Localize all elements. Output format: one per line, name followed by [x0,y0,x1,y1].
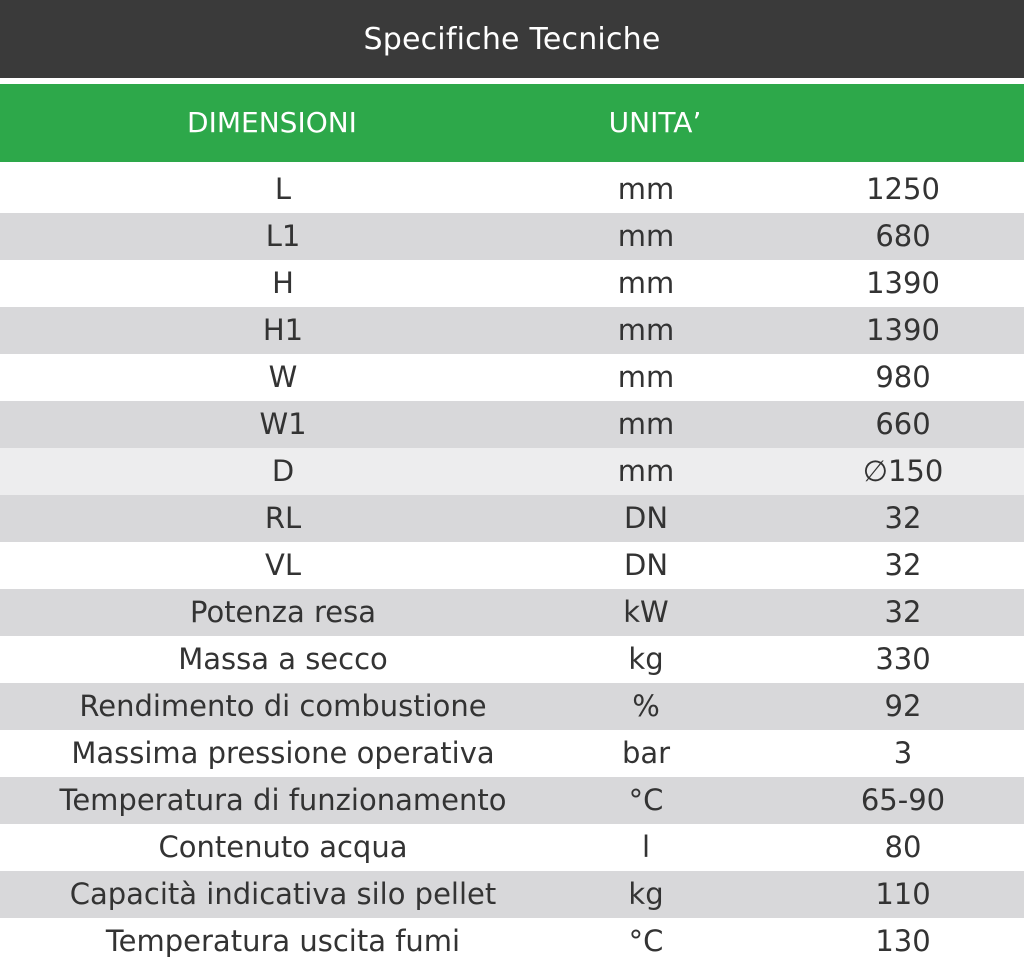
cell-value: 1250 [866,172,940,206]
cell-unit: kg [628,877,664,911]
cell-unit: mm [617,360,675,394]
cell-value: 80 [884,830,922,864]
table-row [0,307,1024,354]
table-row [0,448,1024,495]
table-row [0,871,1024,918]
cell-value: 980 [875,360,931,394]
cell-value: ∅150 [862,454,944,488]
cell-dimension: W [268,360,298,394]
table-row [0,166,1024,213]
cell-dimension: Massima pressione operativa [71,736,495,770]
cell-unit: mm [617,454,675,488]
cell-value: 680 [875,219,931,253]
table-row [0,542,1024,589]
cell-value: 130 [875,924,931,958]
cell-unit: °C [628,924,664,958]
cell-unit: % [632,689,660,723]
cell-unit: mm [617,172,675,206]
cell-dimension: L1 [265,219,301,253]
cell-dimension: Rendimento di combustione [79,689,487,723]
title-bar [0,0,1024,78]
cell-value: 32 [884,595,922,629]
cell-unit: DN [623,501,669,535]
cell-dimension: Capacità indicativa silo pellet [69,877,497,911]
page-title: Specifiche Tecniche [363,21,661,57]
table-row [0,918,1024,965]
cell-value: 32 [884,501,922,535]
cell-dimension: RL [264,501,302,535]
cell-dimension: H [272,266,294,300]
cell-unit: mm [617,407,675,441]
table-row [0,824,1024,871]
cell-value: 32 [884,548,922,582]
table-row [0,683,1024,730]
column-header-unit: UNITA’ [608,106,702,139]
table-row [0,354,1024,401]
cell-unit: mm [617,219,675,253]
table-row [0,730,1024,777]
cell-dimension: VL [265,548,301,582]
cell-unit: bar [621,736,671,770]
column-header-dimension: DIMENSIONI [187,106,357,139]
cell-unit: mm [617,313,675,347]
cell-unit: DN [623,548,669,582]
cell-dimension: Massa a secco [178,642,388,676]
cell-dimension: Contenuto acqua [158,830,408,864]
table-header [0,84,1024,162]
cell-value: 1390 [866,313,940,347]
cell-dimension: Temperatura uscita fumi [105,924,461,958]
table-row [0,777,1024,824]
cell-dimension: D [271,454,295,488]
cell-dimension: W1 [259,407,307,441]
table-row [0,495,1024,542]
cell-unit: kg [628,642,664,676]
cell-value: 1390 [866,266,940,300]
table-row [0,636,1024,683]
cell-unit: l [641,830,651,864]
cell-unit: °C [628,783,664,817]
table-row [0,401,1024,448]
table-row [0,589,1024,636]
cell-value: 92 [884,689,922,723]
cell-unit: kW [623,595,669,629]
cell-value: 110 [875,877,931,911]
cell-value: 330 [875,642,931,676]
cell-dimension: L [274,172,292,206]
cell-value: 3 [893,736,913,770]
table-row [0,260,1024,307]
table-row [0,213,1024,260]
spec-table-body [0,166,1024,965]
cell-dimension: Temperatura di funzionamento [59,783,507,817]
cell-value: 65-90 [860,783,946,817]
cell-dimension: Potenza resa [189,595,377,629]
cell-value: 660 [875,407,931,441]
cell-unit: mm [617,266,675,300]
cell-dimension: H1 [262,313,304,347]
